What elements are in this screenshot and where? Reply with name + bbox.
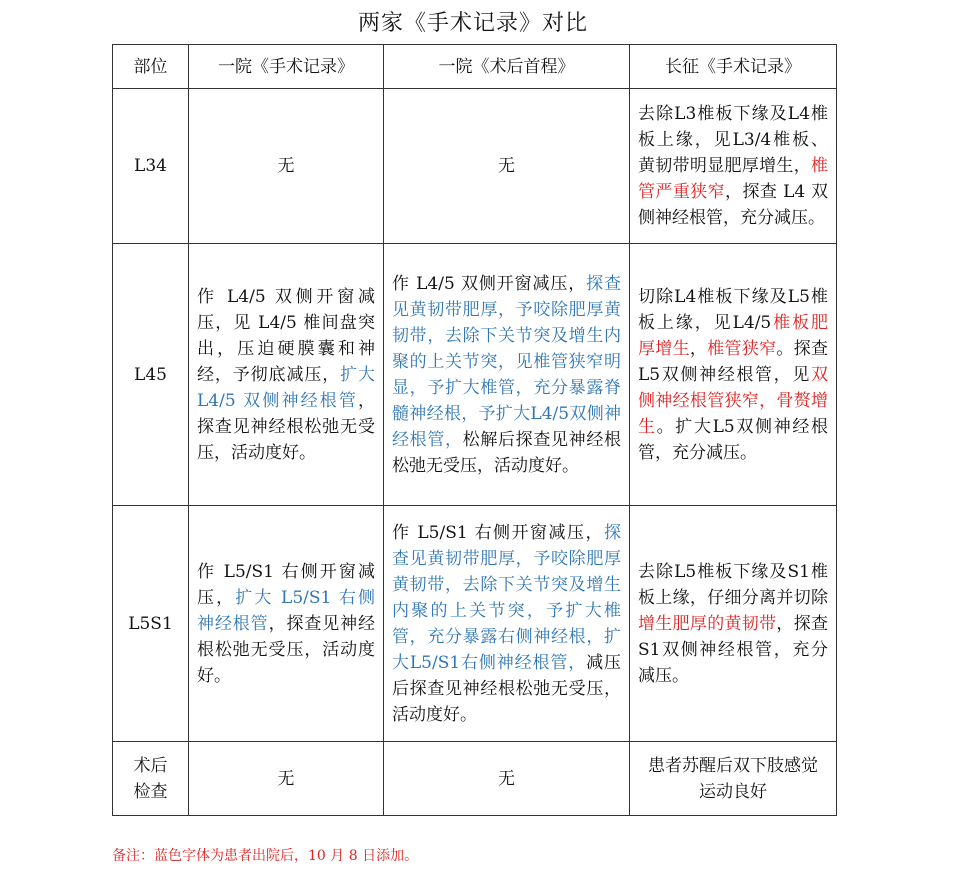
cell-hospital1-postop xyxy=(384,506,630,742)
header-row xyxy=(113,45,837,89)
cell-hospital1-postop xyxy=(384,742,630,816)
text-segment: 增生肥厚的黄韧带 xyxy=(638,613,777,634)
text-segment: 双侧神经根管狭窄，骨赘增生 xyxy=(638,364,828,437)
cell-hospital1-surgery xyxy=(189,506,384,742)
text-segment: ，探查 L4 双侧神经根管，充分减压。 xyxy=(638,182,828,228)
text-segment: 探查见黄韧带肥厚，予咬除肥厚黄韧带，去除下关节突及增生内聚的上关节突，予扩大椎管，充分暴露右侧神经根，扩大L5/S1右侧神经根管， xyxy=(392,522,621,673)
comparison-table xyxy=(112,44,837,816)
text-segment: 。扩大L5双侧神经根管，充分减压。 xyxy=(638,416,828,463)
cell-hospital1-postop xyxy=(384,89,630,244)
header-position: 部位 xyxy=(113,45,189,89)
text-segment: 松解后探查见神经根松弛无受压，活动度好。 xyxy=(392,429,622,476)
text-segment: 椎管严重狭窄 xyxy=(638,156,828,202)
cell-hospital1-surgery xyxy=(189,742,384,816)
text-segment: 患者苏醒后双下肢感觉运动良好 xyxy=(648,755,818,802)
header-changzheng-surgery-record: 长征《手术记录》 xyxy=(630,45,837,89)
row-label: L5S1 xyxy=(113,506,189,742)
row-l34 xyxy=(113,89,837,244)
text-segment: ，探查S1双侧神经根管，充分减压。 xyxy=(638,613,829,686)
text-segment: ，探查见神经根松弛无受压，活动度好。 xyxy=(197,613,376,686)
text-segment: 无 xyxy=(498,156,515,176)
text-segment: 切除L4椎板下缘及L5椎板上缘，见L4/5 xyxy=(638,286,828,333)
text-segment: 去除L5椎板下缘及S1椎板上缘，仔细分离并切除 xyxy=(638,561,828,608)
page-title: 两家《手术记录》对比 xyxy=(357,11,588,36)
text-segment: 。探查L5双侧神经根管，见 xyxy=(638,338,829,385)
text-segment: 作 L4/5 双侧开窗减压， xyxy=(392,273,587,294)
row-l45 xyxy=(113,244,837,506)
text-segment: 作 L5/S1 右侧开窗减压， xyxy=(197,561,375,608)
cell-changzheng-surgery xyxy=(630,506,837,742)
header-hospital1-surgery-record: 一院《手术记录》 xyxy=(189,45,384,89)
row-label: 术后检查 xyxy=(113,742,189,816)
text-segment: 无 xyxy=(277,768,295,789)
row-label: L45 xyxy=(113,244,189,506)
header-hospital1-postop-note: 一院《术后首程》 xyxy=(384,45,630,89)
footnote: 备注：蓝色字体为患者出院后，10 月 8 日添加。 xyxy=(112,848,419,864)
text-segment: ，探查见神经根松弛无受压，活动度好。 xyxy=(197,390,375,463)
text-segment: 无 xyxy=(277,156,295,176)
cell-hospital1-postop xyxy=(384,244,630,506)
text-segment: 去除L3椎板下缘及L4椎板上缘，见L3/4椎板、黄韧带明显肥厚增生， xyxy=(638,104,828,176)
text-segment: 椎管狭窄 xyxy=(707,338,777,359)
text-segment: 减压后探查见神经根松弛无受压，活动度好。 xyxy=(392,652,622,725)
text-segment: 作 L5/S1 右侧开窗减压， xyxy=(392,522,604,543)
text-segment: 椎板肥厚增生 xyxy=(638,312,829,359)
text-segment: 扩大 L5/S1 右侧神经根管 xyxy=(197,587,376,634)
cell-changzheng-surgery xyxy=(630,742,837,816)
row-postop-check xyxy=(113,742,837,816)
text-segment: 无 xyxy=(498,768,515,789)
cell-changzheng-surgery xyxy=(630,244,837,506)
text-segment: 探查见黄韧带肥厚，予咬除肥厚黄韧带，去除下关节突及增生内聚的上关节突，见椎管狭窄明显，予扩大椎管，充分暴露脊髓神经根，予扩大L4/5双侧神经根管， xyxy=(392,273,621,450)
row-l5s1 xyxy=(113,506,837,742)
text-segment: 扩大 L4/5 双侧神经根管 xyxy=(197,364,376,411)
cell-hospital1-surgery xyxy=(189,89,384,244)
cell-hospital1-surgery xyxy=(189,244,384,506)
text-segment: 作 L4/5 双侧开窗减压，见 L4/5 椎间盘突出，压迫硬膜囊和神经，予彻底减压， xyxy=(197,286,375,385)
text-segment: ， xyxy=(689,338,708,359)
row-label: L34 xyxy=(113,89,189,244)
cell-changzheng-surgery xyxy=(630,89,837,244)
